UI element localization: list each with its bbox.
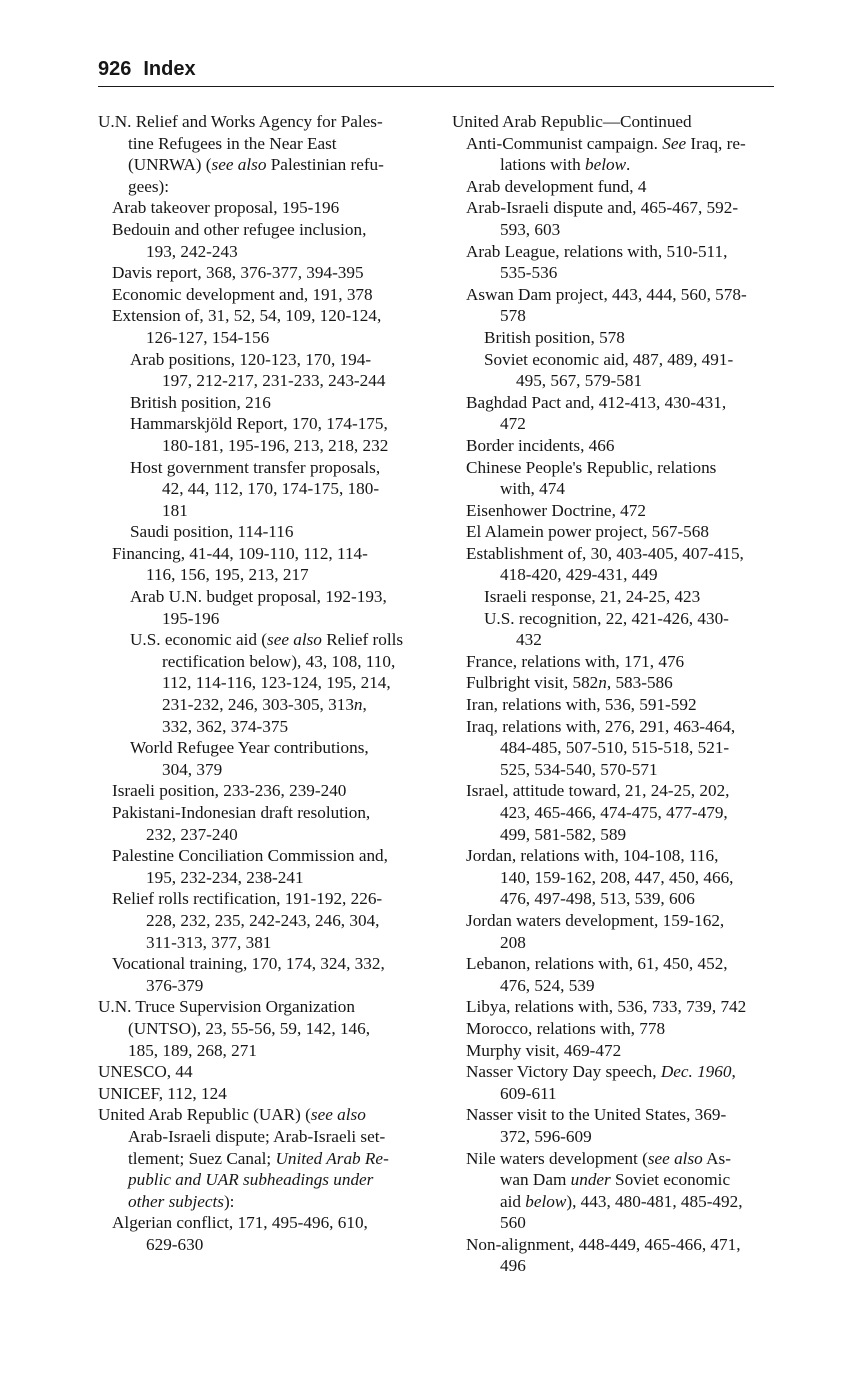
index-subsubentry: Host government transfer proposals, 42, 44, 112, 170, 174-175, 180- 181 [130,457,381,520]
index-subsubentry: Saudi position, 114-116 [130,522,294,542]
index-subentry: Iran, relations with, 536, 591-592 [466,695,697,715]
index-entry: UNESCO, 44 [98,1062,193,1082]
index-subentry: Establishment of, 30, 403-405, 407-415, 418-420, 429-431, 449 [466,543,744,585]
index-subentry: Algerian conflict, 171, 495-496, 610, 629-630 [112,1213,368,1254]
index-subentry: Iraq, relations with, 276, 291, 463-464, 484-485, 507-510, 515-518, 521- 525, 534-540, 570-571 [466,716,736,779]
index-subentry: Morocco, relations with, 778 [466,1018,666,1038]
running-header [98,56,774,87]
index-subentry: Arab takeover proposal, 195-196 [112,198,340,218]
index-subsubentry: U.S. recognition, 22, 421-426, 430- 432 [484,608,729,650]
index-subsubentry: Arab U.N. budget proposal, 192-193, 195-196 [130,587,387,628]
index-subentry: Murphy visit, 469-472 [466,1040,622,1060]
index-subentry: Nasser Victory Day speech, Dec. 1960, 609-611 [466,1062,736,1103]
index-subsubentry: Israeli response, 21, 24-25, 423 [484,587,701,607]
index-subentry: Economic development and, 191, 378 [112,284,373,304]
index-column-right [448,111,788,1277]
index-subentry: Palestine Conciliation Commission and, 195, 232-234, 238-241 [112,846,388,887]
index-subentry: Israel, attitude toward, 21, 24-25, 202, 423, 465-466, 474-475, 477-479, 499, 581-582, 589 [466,781,730,844]
index-subentry: Financing, 41-44, 109-110, 112, 114- 116, 156, 195, 213, 217 [112,543,368,585]
index-subentry: Nile waters development (see also As- wan Dam under Soviet economic aid below), 443, 480-481, 485-492, 560 [466,1148,743,1233]
index-subentry: Relief rolls rectification, 191-192, 226- 228, 232, 235, 242-243, 246, 304, 311-313, 377, 381 [112,889,383,952]
index-entry: United Arab Republic—Continued [452,112,692,131]
index-subentry: Extension of, 31, 52, 54, 109, 120-124, 126-127, 154-156 [112,306,382,347]
index-subentry: Chinese People's Republic, relations with, 474 [466,457,717,499]
index-subentry: Arab development fund, 4 [466,176,647,196]
index-entry: UNICEF, 112, 124 [98,1083,227,1103]
index-entry: U.N. Relief and Works Agency for Pales- tine Refugees in the Near East (UNRWA) (see also Palestinian refu- gees): [98,112,384,196]
index-subentry: El Alamein power project, 567-568 [466,522,709,542]
index-subentry: Bedouin and other refugee inclusion, 193, 242-243 [112,219,367,261]
index-subsubentry: U.S. economic aid (see also Relief rolls rectification below), 43, 108, 110, 112, 114-116, 123-124, 195, 214, 231-232, 246, 303-305, 313n, 332, 362, 374-375 [130,630,404,736]
index-subentry: Jordan waters development, 159-162, 208 [466,910,725,952]
index-subentry: Border incidents, 466 [466,435,615,455]
index-column-left [94,111,434,1255]
index-subentry: Non-alignment, 448-449, 465-466, 471, 496 [466,1234,741,1276]
index-subentry: Baghdad Pact and, 412-413, 430-431, 472 [466,392,727,434]
index-subsubentry: Soviet economic aid, 487, 489, 491- 495, 567, 579-581 [484,349,734,391]
index-subsubentry: Arab positions, 120-123, 170, 194- 197, 212-217, 231-233, 243-244 [130,349,386,391]
index-subentry: Fulbright visit, 582n, 583-586 [466,673,673,693]
section-title: Index [143,58,196,80]
index-subsubentry: Hammarskjöld Report, 170, 174-175, 180-181, 195-196, 213, 218, 232 [130,414,389,455]
index-subentry: Pakistani-Indonesian draft resolution, 232, 237-240 [112,803,371,844]
index-subentry: Nasser visit to the United States, 369- 372, 596-609 [466,1105,727,1146]
page-number: 926 [98,58,132,80]
index-subentry: France, relations with, 171, 476 [466,651,685,671]
index-subentry: Arab League, relations with, 510-511, 535-536 [466,241,728,283]
index-subentry: Eisenhower Doctrine, 472 [466,500,646,520]
index-subsubentry: World Refugee Year contributions, 304, 379 [130,738,369,779]
index-subentry: Aswan Dam project, 443, 444, 560, 578- 578 [466,284,747,326]
index-entry: U.N. Truce Supervision Organization (UNTSO), 23, 55-56, 59, 142, 146, 185, 189, 268, 271 [98,997,371,1060]
index-subentry: Israeli position, 233-236, 239-240 [112,781,347,801]
index-subentry: Jordan, relations with, 104-108, 116, 140, 159-162, 208, 447, 450, 466, 476, 497-498, 513, 539, 606 [466,846,734,909]
index-subentry: Vocational training, 170, 174, 324, 332, 376-379 [112,954,385,995]
index-subentry: Lebanon, relations with, 61, 450, 452, 476, 524, 539 [466,954,728,995]
index-subentry: Davis report, 368, 376-377, 394-395 [112,263,364,283]
index-entry: United Arab Republic (UAR) (see also Arab-Israeli dispute; Arab-Israeli set- tlement; Suez Canal; United Arab Re- public and UAR subheadings under other subjects): [98,1105,389,1211]
index-subentry: Anti-Communist campaign. See Iraq, re- lations with below. [466,133,746,175]
index-subentry: Arab-Israeli dispute and, 465-467, 592- 593, 603 [466,198,739,239]
index-subsubentry: British position, 216 [130,392,271,412]
index-subentry: Libya, relations with, 536, 733, 739, 742 [466,997,747,1017]
index-subsubentry: British position, 578 [484,327,625,347]
